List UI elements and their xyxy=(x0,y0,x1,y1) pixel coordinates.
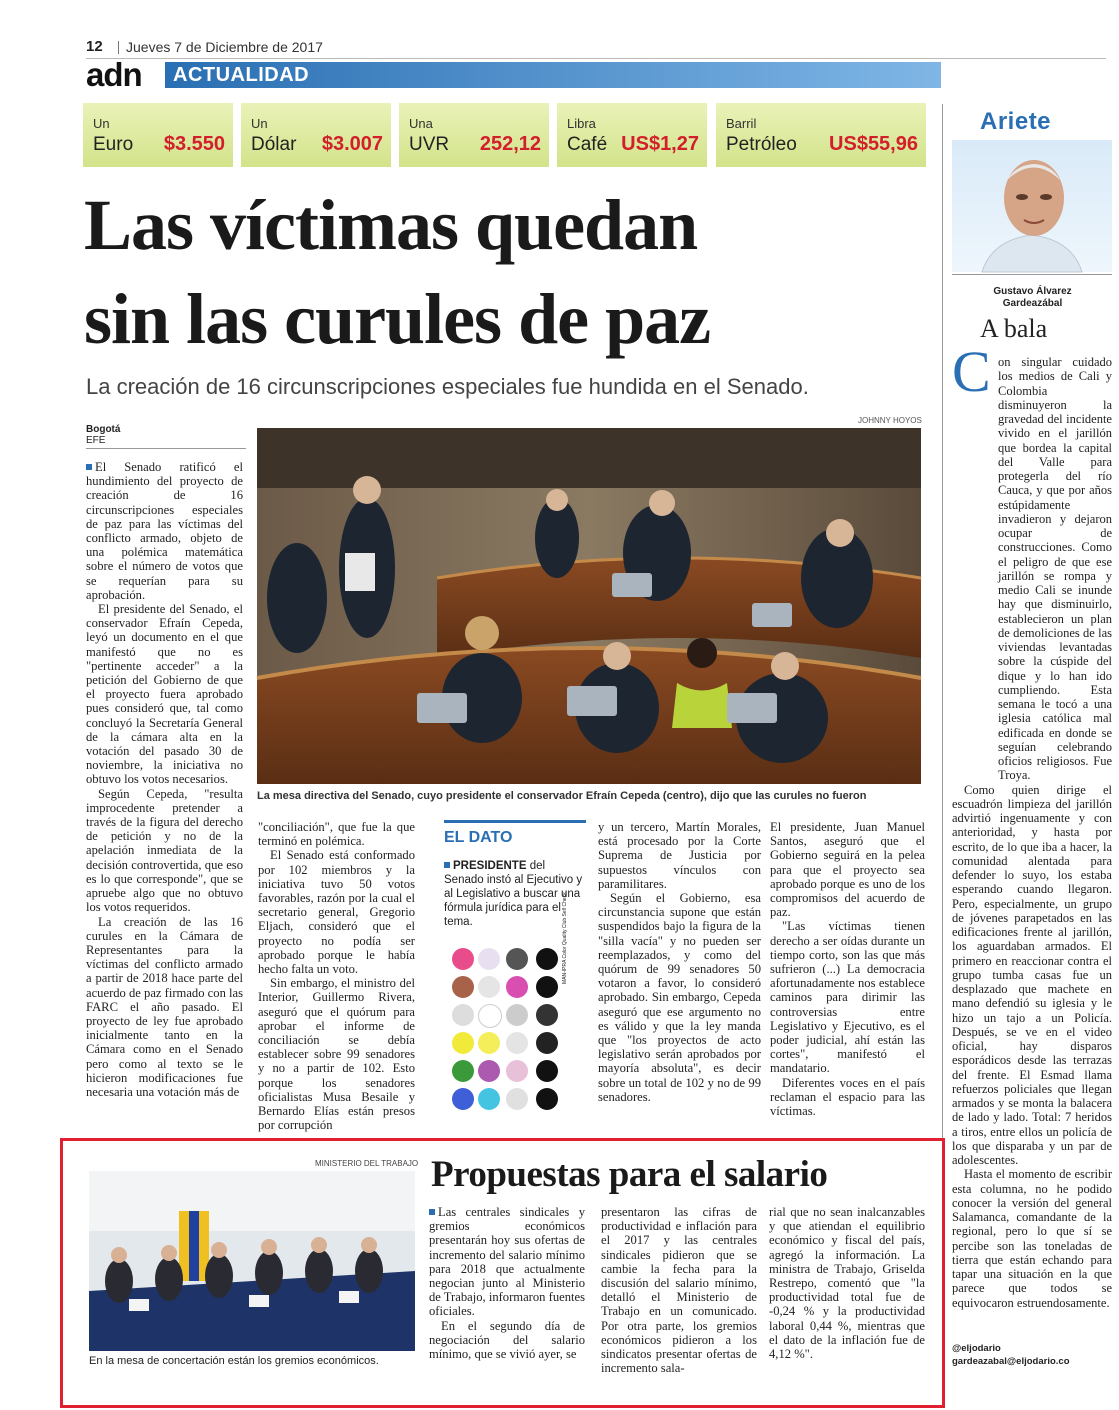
paragraph: La creación de las 16 curules en la Cámara de Representantes para la víctimas del conflicto armado a partir de 2018 hace parte del acuerdo de paz firmado con las FARC el año pasado. El proyecto de ley fue aprobado inicialmente tanto en la Cámara como en el Senado pero como al texto se le hicieron modificaciones fue necesaria una votación más de xyxy=(86,914,243,1099)
bullet-icon xyxy=(429,1209,435,1215)
salario-photo-caption: En la mesa de concertación están los gremios económicos. xyxy=(89,1355,379,1367)
salario-photo xyxy=(89,1171,415,1351)
section-bar xyxy=(165,62,941,88)
ticker-label: Café xyxy=(567,134,608,155)
paragraph: Las centrales sindicales y gremios económicos presentarán hoy sus ofertas de incremento del salario mínimo para 2018 que actualmente negocian junto al Ministerio de Trabajo, informaron fuentes oficiales. xyxy=(429,1205,585,1319)
author-surname: Gardeazábal xyxy=(1002,298,1063,309)
ticker-value: 252,12 xyxy=(479,133,541,155)
divider xyxy=(118,41,119,54)
author-photo-rule xyxy=(952,274,1112,275)
photo-credit: JOHNNY HOYOS xyxy=(858,416,922,425)
color-swatch xyxy=(452,1032,474,1054)
headline-line2: sin las curules de paz xyxy=(84,279,711,359)
paragraph: Según el Gobierno, esa circunstancia supone que están suspendidos bajo la figura de la "silla vacía" y no pueden ser reemplazados, y como del quórum de 99 senadores 50 votaron a favor, lo consideró aprobado. Sin embargo, Cepeda aseguró que ese argumento no es válido y que la ley manda que "los proyectos de acto legislativo serán aprobados por mayoría absoluta", es decir sobre un total de 102 y no de 99 senadores. xyxy=(598,891,761,1104)
paragraph: on singular cuidado los medios de Cali y Colombia disminuyeron la gravedad del incidente vivido en el jarillón que bordea la capital del Valle para protegerla del río Cauca, y que por años estúpidamente invadieron y dejaron ocupar de construcciones. Como el peligro de que ese jarillón se rompa y medio Cali se inunde hay que disminuirlo, establecieron un plan de demoliciones de las viviendas levantadas sobre la cúspide del dique y lo han ido cumpliendo. Esta semana le tocó a una iglesia católica mal edificada en donde se seguían celebrando oficios religiosos. Fue Troya. xyxy=(998,355,1112,783)
color-swatch xyxy=(536,1032,558,1054)
color-swatch xyxy=(536,948,558,970)
ticker-label-top: Un xyxy=(93,116,110,131)
salario-column-2 xyxy=(601,1205,757,1395)
paragraph: El Senado ratificó el hundimiento del proyecto de creación de 16 circunscripciones especiales de paz para las víctimas del conflicto armado, objeto de una polémica matemática sobre el número de votos que se requerían para su aprobación. xyxy=(86,460,243,602)
el-dato-lead: PRESIDENTE xyxy=(453,860,527,872)
salario-photo-image xyxy=(89,1171,415,1351)
dateline-city: Bogotá xyxy=(86,424,121,435)
bullet-icon xyxy=(444,862,450,868)
color-swatch xyxy=(506,1032,528,1054)
color-swatch xyxy=(478,1060,500,1082)
color-swatch xyxy=(506,948,528,970)
paragraph: El Senado está conformado por 102 miembros y la iniciativa tuvo 50 votos favorables, razón por la cual el secretario general, Gregorio Eljach, consideró que el proyecto no podía ser aprobado porque le había hecho falta un voto. xyxy=(258,848,415,977)
paragraph: presentaron las cifras de productividad e inflación para el 2017 y las centrales sindicales pidieron que se cambie la fecha para la discusión del salario mínimo, detalló el Ministerio de Trabajo en un comunicado. Por otra parte, los gremios económicos pidieron a los sindicatos presentar ofertas de incremento sala- xyxy=(601,1205,757,1376)
author-name: Gustavo Álvarez xyxy=(993,286,1072,297)
color-swatch xyxy=(506,976,528,998)
salario-box xyxy=(60,1138,945,1408)
author-photo xyxy=(952,140,1112,272)
page-header xyxy=(86,38,1106,59)
article-headline xyxy=(84,178,944,366)
paragraph: rial que no sean inalcanzables y que atiendan el equilibrio económico y fiscal del país, agregó la información. La ministra de Trabajo, Griselda Restrepo, comentó que "la productividad total fue de -0,24 % y la productividad laboral 0,44 %, mientras que el dato de la inflación fue de 4,12 %". xyxy=(769,1205,925,1362)
paragraph: El presidente del Senado, el conservador Efraín Cepeda, leyó un documento en el que manifestó que no es "pertinente acceder" a la petición del Gobierno de que el proyecto fuera aprobado pues consideró que, tal como concluyó la Secretaría General de la cámara alta en la votación del pasado 30 de noviembre, la iniciativa no obtuvo los votos necesarios. xyxy=(86,602,243,787)
article-column-2 xyxy=(258,820,415,1133)
photo-caption: La mesa directiva del Senado, cuyo presidente el conservador Efraín Cepeda (centro), dijo que las curules no fueron xyxy=(257,790,867,802)
dateline xyxy=(86,424,246,449)
dateline-agency: EFE xyxy=(86,435,106,446)
ticker-label: Petróleo xyxy=(726,134,797,155)
twitter-handle[interactable]: @eljodario xyxy=(952,1343,1001,1354)
color-swatch xyxy=(536,976,558,998)
paragraph: Diferentes voces en el país reclaman el espacio para las víctimas. xyxy=(770,1075,925,1119)
headline-line1: Las víctimas quedan xyxy=(84,185,698,265)
paragraph: y un tercero, Martín Morales, está procesado por la Corte Suprema de Justicia por supuestos vínculos con paramilitares. xyxy=(598,820,761,891)
color-swatch xyxy=(452,948,474,970)
color-swatch xyxy=(452,1004,474,1026)
ticker-euro xyxy=(83,103,233,167)
el-dato-box xyxy=(444,820,586,1120)
color-swatch xyxy=(452,976,474,998)
senate-photo xyxy=(257,428,921,784)
article-subhead: La creación de 16 circunscripciones especiales fue hundida en el Senado. xyxy=(86,374,809,399)
color-swatch xyxy=(478,976,500,998)
paragraph: "conciliación", que fue la que terminó en polémica. xyxy=(258,820,415,849)
el-dato-title: EL DATO xyxy=(444,820,586,847)
color-swatch xyxy=(506,1004,528,1026)
column-dropcap: C xyxy=(952,339,991,404)
ticker-value: $3.007 xyxy=(321,133,383,155)
color-swatch xyxy=(478,948,500,970)
column-author xyxy=(955,286,1110,310)
ticker-value: US$55,96 xyxy=(829,133,918,155)
ticker-dolar xyxy=(241,103,391,167)
ticker-uvr xyxy=(399,103,549,167)
salario-photo-credit: MINISTERIO DEL TRABAJO xyxy=(315,1159,419,1168)
ticker-cafe xyxy=(557,103,707,167)
bullet-icon xyxy=(86,464,92,470)
salario-column-3 xyxy=(769,1205,925,1395)
ticker-label-top: Libra xyxy=(567,116,596,131)
paragraph: En el segundo día de negociación del salario mínimo, que se vivió ayer, se xyxy=(429,1318,585,1362)
color-bar-label: MAN-IPRA Color Quality Club Self Check xyxy=(562,892,568,984)
column-label: Ariete xyxy=(980,108,1052,135)
author-email[interactable]: gardeazabal@eljodario.co xyxy=(952,1356,1070,1367)
section-title: ACTUALIDAD xyxy=(173,64,310,86)
column-footer xyxy=(952,1342,1112,1368)
page-number: 12 xyxy=(86,38,103,55)
paragraph: El presidente, Juan Manuel Santos, aseguró que el Gobierno seguirá en la pelea para que el proyecto sea aprobado porque es uno de los compromisos del acuerdo de paz. xyxy=(770,820,925,920)
ticker-label-top: Un xyxy=(251,116,268,131)
ticker-petroleo xyxy=(716,103,926,167)
color-swatch xyxy=(506,1088,528,1110)
ticker-label-top: Barril xyxy=(726,116,757,131)
color-swatch xyxy=(536,1004,558,1026)
ticker-value: US$1,27 xyxy=(621,133,699,155)
article-column-4 xyxy=(770,820,925,1120)
paragraph: "Las víctimas tienen derecho a ser oídas durante un tiempo corto, son las que más sufrieron (...) La democracia afortunadamente nos establece caminos para dirimir las controversias entre Legislativo y Ejecutivo, es el poder judicial, ahí están las cortes", manifestó el mandatario. xyxy=(770,919,925,1076)
author-portrait xyxy=(952,140,1112,272)
color-swatch xyxy=(452,1088,474,1110)
ticker-label: Dólar xyxy=(251,134,297,155)
brand-logo: adn xyxy=(86,56,142,93)
ticker-value: $3.550 xyxy=(163,133,225,155)
paragraph: Hasta el momento de escribir esta columna, no he podido conocer la versión del general Salamanca, comandante de la regional, pero lo que sí se percibe son las toneladas de tierra que están echando para tapar una situación en la que parece que todos se equivocaron estruendosamente. xyxy=(952,1167,1112,1310)
page-date: Jueves 7 de Diciembre de 2017 xyxy=(126,39,323,55)
color-swatch xyxy=(536,1060,558,1082)
el-dato-body: del Senado instó al Ejecutivo y al Legislativo a buscar una fórmula jurídica para el tema. xyxy=(444,860,583,928)
color-swatch xyxy=(536,1088,558,1110)
article-column-3 xyxy=(598,820,761,1120)
color-swatch xyxy=(452,1060,474,1082)
senate-photo-image xyxy=(257,428,921,784)
color-swatch xyxy=(478,1032,500,1054)
color-swatch xyxy=(506,1060,528,1082)
salario-column-1 xyxy=(429,1205,585,1395)
column-body xyxy=(952,355,1112,1343)
ticker-label: Euro xyxy=(93,134,134,155)
paragraph: Como quien dirige el escuadrón limpieza del jarillón advirtió ingenuamente y con anterioridad, y hasta por escrito, de lo que iba a hacer, la comunidad alentada para defender lo suyo, los estaba esperando cuando llegaron. Pero, especialmente, un grupo de jóvenes parapetados en las edificaciones frente al jarillón, los aguardaban armados. El primero en reaccionar contra el grupo tumba casas fue un desplazado que machete en mano defendió su iglesia y le hizo un tajo a un Policía. Después, se ve en el video oficial, hay disparos esporádicos desde las terrazas del frente. El Esmad llama refuerzos policiales que llegan armados y se monta la balacera de lado y lado. Total: 7 heridos a tiros, entre ellos un policía de los que disparaba y un par de adolescentes. xyxy=(952,782,1112,1167)
color-swatch xyxy=(478,1004,502,1028)
ticker-label: UVR xyxy=(409,134,450,155)
salario-headline: Propuestas para el salario xyxy=(431,1154,828,1195)
article-column-1 xyxy=(86,460,243,1120)
color-swatch xyxy=(478,1088,500,1110)
paragraph: Sin embargo, el ministro del Interior, Guillermo Rivera, aseguró que el quórum para aprobar el informe de conciliación se debía establecer sobre 99 senadores y no a partir de 102. Esto porque los senadores oficialistas Musa Besaile y Bernardo Elías están presos por corrupción xyxy=(258,976,415,1133)
paragraph: Según Cepeda, "resulta improcedente pretender a través de la figura del derecho de petición y no de la apelación inmediata de la decisión controvertida, que eso es lo que corresponde", que se apruebe algo que no obtuvo los votos requeridos. xyxy=(86,786,243,915)
column-title: A bala xyxy=(980,314,1048,343)
ticker-label-top: Una xyxy=(409,116,433,131)
